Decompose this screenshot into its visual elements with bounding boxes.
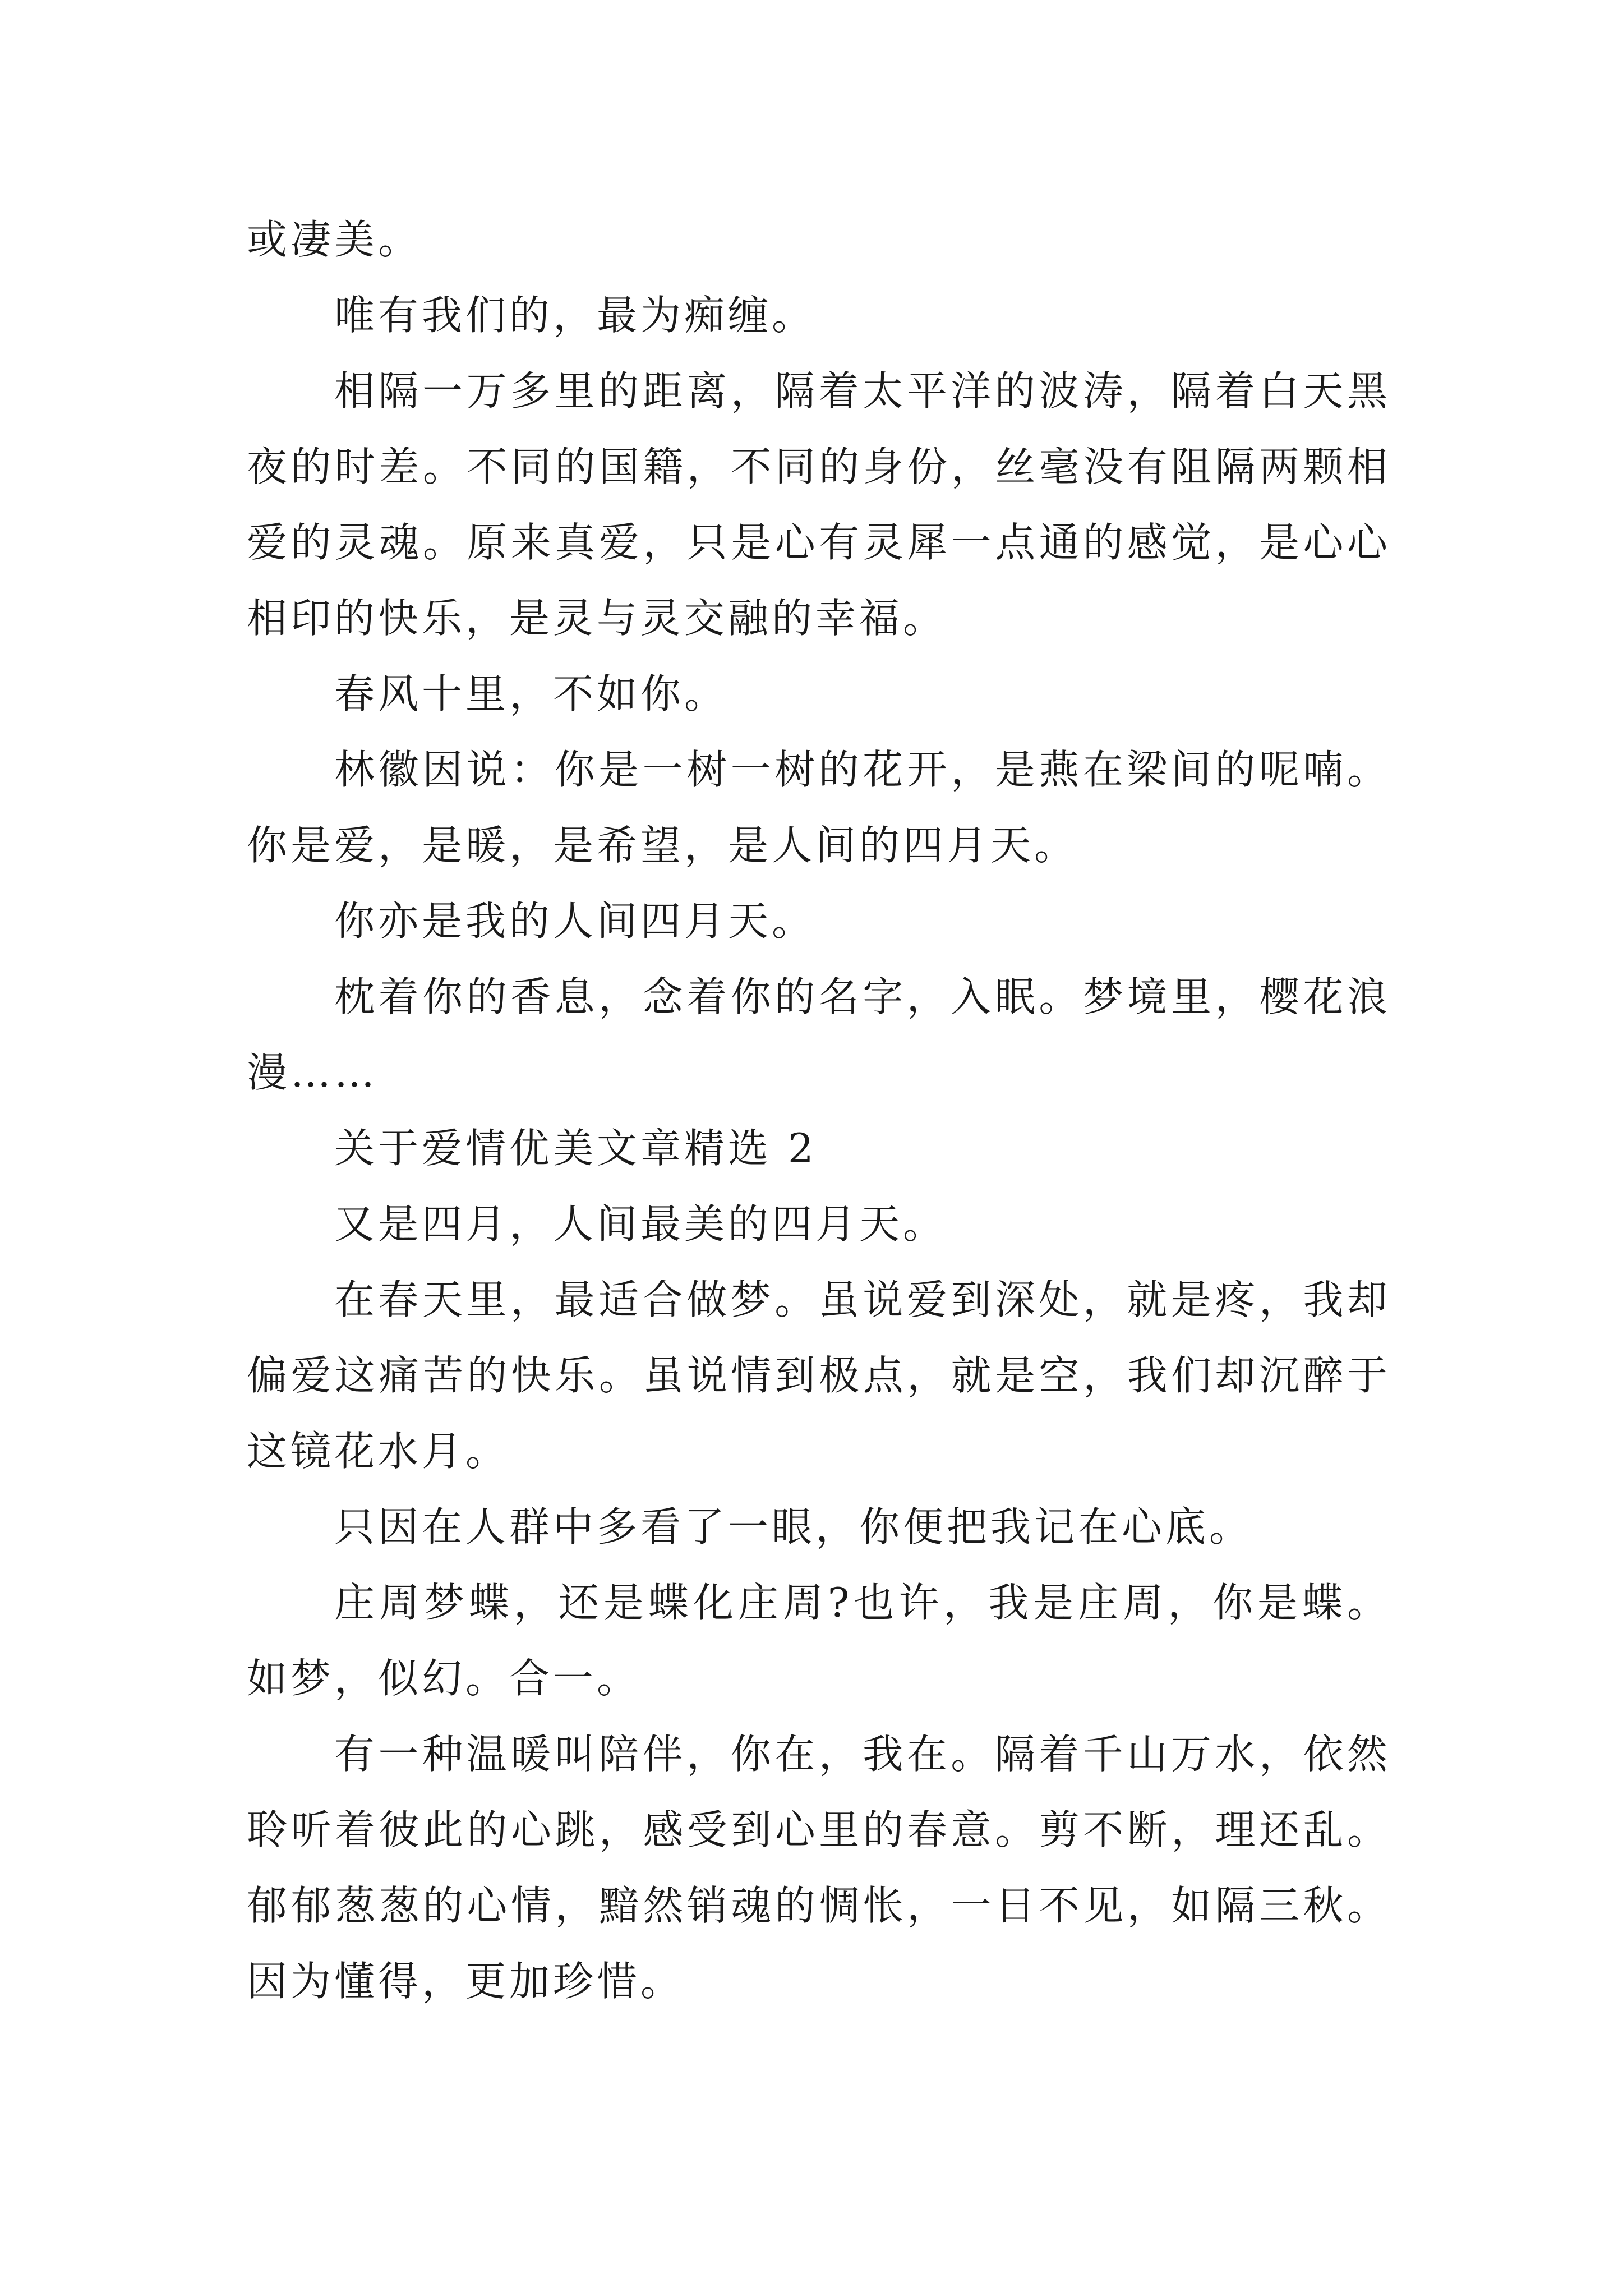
paragraph: 相隔一万多里的距离，隔着太平洋的波涛，隔着白天黑夜的时差。不同的国籍，不同的身份，丝毫没有阻隔两颗相爱的灵魂。原来真爱，只是心有灵犀一点通的感觉，是心心相印的快乐，是灵与灵交融的幸福。 bbox=[247, 367, 1391, 642]
paragraph: 林徽因说：你是一树一树的花开，是燕在梁间的呢喃。你是爱，是暖，是希望，是人间的四月天。 bbox=[247, 746, 1391, 869]
paragraph: 唯有我们的，最为痴缠。 bbox=[334, 292, 816, 339]
paragraph: 在春天里，最适合做梦。虽说爱到深处，就是疼，我却偏爱这痛苦的快乐。虽说情到极点，就是空，我们却沉醉于这镜花水月。 bbox=[247, 1276, 1391, 1475]
paragraph: 又是四月，人间最美的四月天。 bbox=[334, 1200, 947, 1248]
paragraph: 只因在人群中多看了一眼，你便把我记在心底。 bbox=[334, 1503, 1253, 1550]
section-heading: 关于爱情优美文章精选 2 bbox=[334, 1125, 817, 1172]
paragraph: 有一种温暖叫陪伴，你在，我在。隔着千山万水，依然聆听着彼此的心跳，感受到心里的春意。剪不断，理还乱。郁郁葱葱的心情，黯然销魂的惆怅，一日不见，如隔三秋。因为懂得，更加珍惜。 bbox=[247, 1731, 1391, 2005]
paragraph: 春风十里，不如你。 bbox=[334, 670, 728, 717]
paragraph: 枕着你的香息，念着你的名字，入眠。梦境里，樱花浪漫…… bbox=[247, 973, 1391, 1096]
paragraph: 庄周梦蝶，还是蝶化庄周?也许，我是庄周，你是蝶。如梦，似幻。合一。 bbox=[247, 1579, 1391, 1702]
article-body bbox=[247, 202, 1391, 2019]
paragraph-continuation: 或凄美。 bbox=[247, 216, 422, 263]
paragraph: 你亦是我的人间四月天。 bbox=[334, 898, 816, 945]
